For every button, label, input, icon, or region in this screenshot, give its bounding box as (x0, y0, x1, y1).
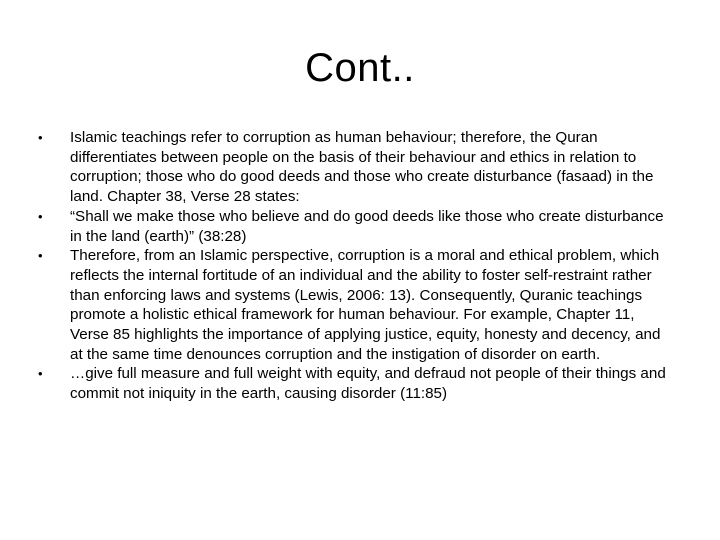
bullet-icon: • (38, 130, 43, 145)
bullet-list (38, 128, 673, 404)
bullet-text: “Shall we make those who believe and do good deeds like those who create disturbance in the land (earth)” (38:28) (70, 207, 664, 245)
bullet-icon: • (38, 366, 43, 382)
bullet-icon: • (38, 208, 43, 224)
bullet-item (38, 364, 673, 403)
bullet-item (38, 128, 673, 207)
bullet-text: Islamic teachings refer to corruption as human behaviour; therefore, the Quran differentiates between people on the basis of their behaviour and ethics in relation to corruption; those who do good deeds and those who create disturbance (fasaad) in the land. Chapter 38, Verse 28 states: (70, 129, 654, 206)
bullet-text: …give full measure and full weight with equity, and defraud not people of their things and commit not iniquity in the earth, causing disorder (11:85) (70, 365, 666, 403)
bullet-icon: • (38, 248, 43, 264)
bullet-text: Therefore, from an Islamic perspective, corruption is a moral and ethical problem, which reflects the internal fortitude of an individual and the ability to foster self-restraint rather than enforcing laws and systems (Lewis, 2006: 13). Consequently, Quranic teachings promote a holistic ethical framework for human behaviour. For example, Chapter 11, Verse 85 highlights the importance of applying justice, equity, honesty and decency, and at the same time denounces corruption and the instigation of disorder on earth. (70, 247, 661, 363)
bullet-item (38, 207, 673, 246)
slide-title: Cont.. (305, 46, 415, 90)
bullet-item (38, 246, 673, 364)
